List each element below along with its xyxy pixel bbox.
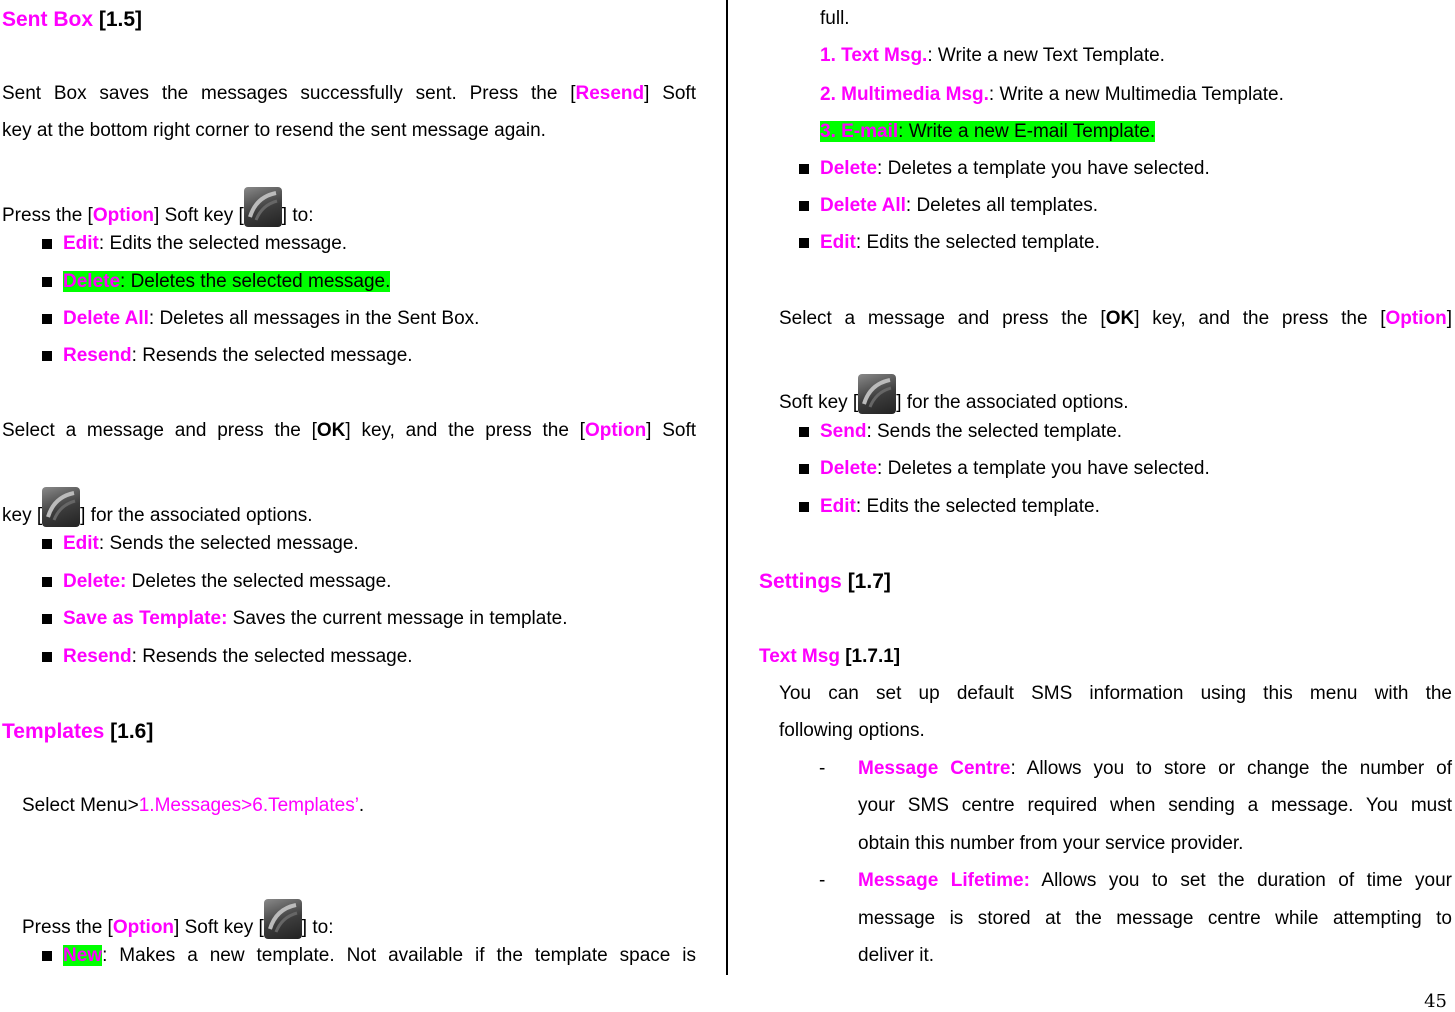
bullet-icon: [42, 539, 52, 549]
bullet-icon: [42, 277, 52, 287]
sent-box-press-option: Press the [Option] Soft key [ ] to:: [2, 187, 313, 228]
full-continuation: full.: [820, 8, 850, 29]
template-option-delete-all: Delete All: Deletes all templates.: [820, 195, 1099, 216]
templates-option-new: New: Makes a new template. Not available if the template space is: [63, 945, 696, 966]
sent-option-delete: Delete: Deletes the selected message.: [63, 271, 391, 292]
sent-option-edit: Edit: Edits the selected message.: [63, 233, 348, 254]
template-option-edit: Edit: Edits the selected template.: [820, 232, 1100, 253]
bullet-icon: [799, 164, 809, 174]
sent-assoc-resend: Resend: Resends the selected message.: [63, 646, 413, 667]
sent-assoc-edit: Edit: Sends the selected message.: [63, 533, 359, 554]
bullet-icon: [42, 951, 52, 961]
sent-option-delete-all: Delete All: Deletes all messages in the Sent Box.: [63, 308, 480, 329]
templates-select-menu: Select Menu>1.Messages>6.Templates’.: [22, 795, 365, 816]
bullet-icon: [42, 239, 52, 249]
template-assoc-edit: Edit: Edits the selected template.: [820, 496, 1100, 517]
bullet-icon: [799, 502, 809, 512]
bullet-icon: [799, 464, 809, 474]
page-number: 45: [1424, 991, 1447, 1012]
templates-press-option: Press the [Option] Soft key [ ] to:: [22, 899, 333, 940]
bullet-icon: [42, 351, 52, 361]
templates-heading: Templates [1.6]: [2, 720, 154, 743]
sent-assoc-save-template: Save as Template: Saves the current message in template.: [63, 608, 568, 629]
template-key-line: Soft key [ ] for the associated options.: [779, 374, 1129, 415]
template-option-delete: Delete: Deletes a template you have selected.: [820, 158, 1210, 179]
bullet-icon: [42, 652, 52, 662]
bullet-icon: [799, 238, 809, 248]
sub-option-multimedia-msg: 2. Multimedia Msg.: Write a new Multimedia Template.: [820, 84, 1284, 105]
option-softkey-icon: [244, 187, 282, 227]
template-assoc-send: Send: Sends the selected template.: [820, 421, 1123, 442]
bullet-icon: [42, 314, 52, 324]
message-centre-line3: obtain this number from your service provider.: [858, 833, 1244, 854]
option-softkey-icon: [42, 487, 80, 527]
text-msg-intro-line2: following options.: [779, 720, 925, 741]
text-msg-heading: Text Msg [1.7.1]: [759, 646, 901, 667]
sub-option-text-msg: 1. Text Msg.: Write a new Text Template.: [820, 45, 1165, 66]
message-centre-line2: your SMS centre required when sending a message. You must: [858, 795, 1452, 816]
message-lifetime-line1: Message Lifetime: Allows you to set the duration of time your: [858, 870, 1452, 891]
dash-marker: -: [819, 758, 826, 779]
message-centre-line1: Message Centre: Allows you to store or change the number of: [858, 758, 1452, 779]
bullet-icon: [42, 614, 52, 624]
message-lifetime-line3: deliver it.: [858, 945, 935, 966]
dash-marker: -: [819, 870, 826, 891]
sub-option-email: 3. E-mail: Write a new E-mail Template.: [820, 121, 1156, 142]
sent-box-intro-line2: key at the bottom right corner to resend the sent message again.: [2, 120, 546, 141]
column-divider: [726, 0, 728, 975]
sent-box-key-line: key [ ] for the associated options.: [2, 487, 313, 528]
template-select-line: Select a message and press the [OK] key, and the press the [Option]: [779, 308, 1453, 329]
sent-assoc-delete: Delete: Deletes the selected message.: [63, 571, 392, 592]
sent-box-heading: Sent Box [1.5]: [2, 8, 143, 31]
message-lifetime-line2: message is stored at the message centre while attempting to: [858, 908, 1452, 929]
bullet-icon: [799, 201, 809, 211]
option-softkey-icon: [858, 374, 896, 414]
sent-option-resend: Resend: Resends the selected message.: [63, 345, 413, 366]
settings-heading: Settings [1.7]: [759, 570, 891, 593]
text-msg-intro-line1: You can set up default SMS information using this menu with the: [779, 683, 1452, 704]
bullet-icon: [799, 427, 809, 437]
bullet-icon: [42, 577, 52, 587]
sent-box-select-line: Select a message and press the [OK] key, and the press the [Option] Soft: [2, 420, 697, 441]
option-softkey-icon: [264, 899, 302, 939]
sent-box-intro-line1: Sent Box saves the messages successfully sent. Press the [Resend] Soft: [2, 83, 696, 104]
template-assoc-delete: Delete: Deletes a template you have selected.: [820, 458, 1210, 479]
